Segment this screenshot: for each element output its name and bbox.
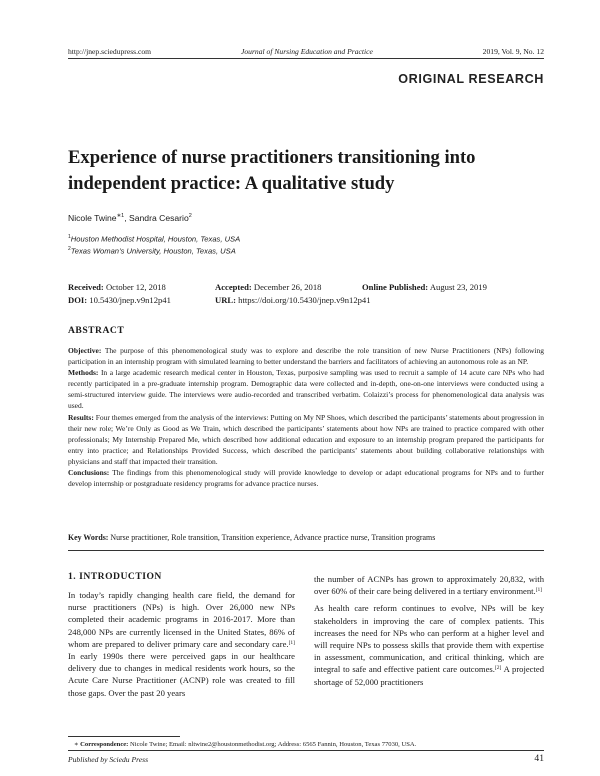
page-number: 41 — [534, 753, 544, 764]
affiliation — [68, 246, 236, 256]
published-value: August 23, 2019 — [429, 282, 487, 292]
publisher: Published by Sciedu Press — [68, 755, 149, 764]
intro-text: In early 1990s there were perceived gaps in our healthcare delivery due to changes in medical residents work hours, so the Acute Care Nurse Practitioner (ACNP) role was created to fill those gaps. Over the past 20 years — [68, 651, 295, 698]
intro-text: In today’s rapidly changing health care field, the demand for nurse practitioners (NPs) is high. Over 26,000 new NPs completed their academic programs in 2016-2017. More than 248,000 NPs are currently licensed in the United States, 86% of whom are prepared to deliver primary care and secondary care. — [68, 590, 295, 649]
received-date — [68, 282, 166, 292]
received-value: October 12, 2018 — [105, 282, 166, 292]
abstract-heading: ABSTRACT — [68, 325, 125, 336]
intro-text: As health care reform continues to evolve, NPs will be key stakeholders in improving the care of complex patients. This increases the need for NPs who can perform at a higher level and will require NPs to possess skills that provide them with expertise in assessment, communication, and critical thinking, which are integral to safe and effective patient care outcomes. — [314, 603, 544, 675]
affiliation — [68, 234, 240, 244]
accepted-label: Accepted: — [215, 282, 252, 292]
doi-label: DOI: — [68, 295, 88, 305]
keywords-text: Nurse practitioner, Role transition, Transition experience, Advance practice nurse, Transition programs — [110, 533, 436, 542]
abstract-conclusions — [68, 467, 544, 489]
author-separator: , — [124, 213, 130, 223]
abstract-objective — [68, 345, 544, 367]
url-link[interactable]: https://doi.org/10.5430/jnep.v9n12p41 — [238, 295, 371, 305]
introduction-heading: 1. INTRODUCTION — [68, 571, 162, 582]
keywords — [68, 533, 544, 542]
header-volume: 2019, Vol. 9, No. 12 — [482, 47, 544, 56]
footnote-mark: ∗ — [74, 741, 79, 748]
keywords-label: Key Words: — [68, 533, 109, 542]
conclusions-label: Conclusions: — [68, 468, 110, 478]
intro-text: A projected shortage of 52,000 practitioners — [314, 664, 544, 687]
article-title: Experience of nurse practitioners transitioning into independent practice: A qualitative study — [68, 147, 476, 194]
abstract-results — [68, 412, 544, 467]
intro-paragraph — [314, 602, 544, 687]
header-journal: Journal of Nursing Education and Practice — [241, 47, 373, 56]
accepted-value: December 26, 2018 — [253, 282, 322, 292]
footnote-text: Nicole Twine; Email: nltwine2@houstonmethodist.org; Address: 6565 Fannin, Houston, Texas 77030, USA. — [128, 741, 417, 748]
published-date — [362, 282, 487, 292]
results-text: Four themes emerged from the analysis of the interviews: Putting on My NP Shoes, which described the participants’ statements about progression in their new role; We’re Only as Good as We Train, which described the participants’ statements about how NPs are trained to practice compared with other professionals; My Internship Prepared Me, which described how additional education and exposure to an internship program prepared the participants for entry into practice; and Relationships Provided Success, which described the participants’ statements about building collaborative relationships with physicians and staff that impacted their transition. — [68, 412, 544, 466]
objective-label: Objective: — [68, 346, 102, 355]
objective-text: The purpose of this phenomenological study was to explore and describe the role transition of new Nurse Practitioners (NPs) following participation in an internship program with simulated learning to better understand the barriers and facilitators of achieving an autonomous role as an NP. — [68, 346, 544, 367]
author-list — [68, 213, 192, 223]
affiliation-number: 1 — [68, 234, 71, 240]
intro-paragraph — [68, 589, 295, 699]
footer-rule — [68, 750, 544, 751]
keywords-rule — [68, 550, 544, 551]
citation[interactable]: [2] — [494, 665, 502, 672]
author-affiliation-mark: ∗1 — [116, 213, 125, 220]
section-tag: ORIGINAL RESEARCH — [398, 72, 544, 86]
abstract-methods — [68, 367, 544, 411]
header-url[interactable]: http://jnep.sciedupress.com — [68, 47, 152, 56]
conclusions-text: The findings from this phenomenological study will provide knowledge to develop or adapt educational programs for NPs and to further develop internship or postgraduate residency programs for advance practice nurses. — [68, 468, 544, 489]
affiliation-text: Texas Woman’s University, Houston, Texas, USA — [70, 246, 236, 256]
correspondence-footnote — [74, 740, 416, 748]
footnote-rule — [68, 736, 180, 737]
methods-text: In a large academic research medical center in Houston, Texas, purposive sampling was used to recruit a sample of 14 acute care NPs who had recently participated in a pre-graduate internship program. Demographic data were collected and in-depth, one-on-one interviews were conducted using a semi-structured interview guide. The interviews were audio-recorded and transcribed verbatim. Colaizzi’s process for phenomenological data analysis was used. — [68, 368, 545, 411]
citation[interactable]: [1] — [288, 639, 295, 646]
received-label: Received: — [68, 282, 104, 292]
methods-label: Methods: — [68, 368, 99, 378]
author-affiliation-mark: 2 — [188, 213, 192, 220]
right-column — [314, 573, 544, 693]
accepted-date — [215, 282, 321, 292]
footnote-label: Correspondence: — [80, 741, 129, 748]
affiliation-number: 2 — [68, 246, 71, 252]
header-rule — [68, 58, 544, 59]
article-url — [215, 295, 371, 305]
intro-paragraph — [314, 573, 544, 597]
left-column — [68, 589, 295, 704]
doi-link[interactable]: 10.5430/jnep.v9n12p41 — [89, 295, 171, 305]
abstract-body — [68, 345, 544, 489]
affiliation-text: Houston Methodist Hospital, Houston, Texas, USA — [70, 234, 241, 244]
doi — [68, 295, 171, 305]
intro-text: the number of ACNPs has grown to approximately 20,832, with over 60% of their care being delivered in a tertiary environment. — [314, 574, 544, 597]
published-label: Online Published: — [362, 282, 429, 292]
author-name: Nicole Twine — [68, 213, 117, 223]
author-name: Sandra Cesario — [129, 213, 189, 223]
citation[interactable]: [1] — [535, 587, 543, 594]
url-label: URL: — [215, 295, 237, 305]
results-label: Results: — [68, 412, 94, 422]
